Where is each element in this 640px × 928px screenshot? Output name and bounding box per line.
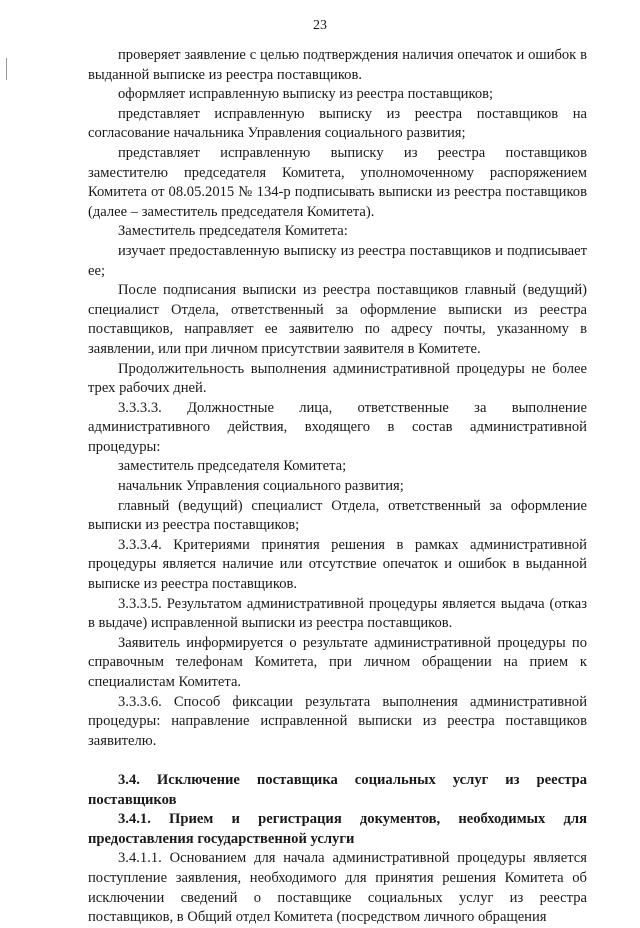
paragraph-deputy-signs: изучает предоставленную выписку из реестра поставщиков и подписывает ее; [88,242,587,279]
paragraph-3-3-3-6: 3.3.3.6. Способ фиксации результата выполнения административной процедуры: направление исправленной выписки из реестра поставщиков заявителю. [88,693,587,749]
scan-margin-mark [6,58,7,80]
page-number: 23 [313,18,327,33]
subsection-heading-3-4-1: 3.4.1. Прием и регистрация документов, необходимых для предоставления государственной услуги [88,811,587,847]
paragraph-check-application: проверяет заявление с целью подтверждения наличия опечаток и ошибок в выданной выписке из реестра поставщиков. [88,47,587,83]
paragraph-duration: Продолжительность выполнения административной процедуры не более трех рабочих дней. [88,360,587,397]
page-body [88,46,587,928]
paragraph-3-4-1-1: 3.4.1.1. Основанием для начала административной процедуры является поступление заявления, необходимого для принятия решения Комитета об исключении сведений о поставщике социальных услуг из реестра поставщиков, в Общий отдел Комитета (посредством личного обращения [88,850,587,926]
paragraph-3-3-3-4: 3.3.3.4. Критериями принятия решения в рамках административной процедуры является наличие или отсутствие опечаток и ошибок в выданной выписке из реестра поставщиков. [88,536,587,593]
paragraph-submit-to-head: представляет исправленную выписку из реестра поставщиков на согласование начальника Управления социального развития; [88,105,587,142]
paragraph-3-3-3-5: 3.3.3.5. Результатом административной процедуры является выдача (отказ в выдаче) исправленной выписки из реестра поставщиков. [88,595,587,632]
paragraph-after-signing: После подписания выписки из реестра поставщиков главный (ведущий) специалист Отдела, ответственный за оформление выписки из реестра поставщиков, направляет ее заявителю по адресу почты, указанному в заявлении, или при личном присутствии заявителя в Комитете. [88,282,587,357]
paragraph-official-head: начальник Управления социального развития; [118,478,404,495]
paragraph-prepare-corrected: оформляет исправленную выписку из реестра поставщиков; [118,86,494,103]
paragraph-applicant-informed: Заявитель информируется о результате административной процедуры по справочным телефонам Комитета, при личном обращении на прием к специалистам Комитета. [88,634,587,690]
paragraph-submit-to-deputy: представляет исправленную выписку из реестра поставщиков заместителю председателя Комитета, уполномоченному распоряжением Комитета от 08.05.2015 № 134-р подписывать выписки из реестра поставщиков (далее – заместитель председателя Комитета). [88,144,587,220]
section-heading-3-4: 3.4. Исключение поставщика социальных услуг из реестра поставщиков [88,771,587,808]
paragraph-3-3-3-3: 3.3.3.3. Должностные лица, ответственные за выполнение административного действия, входящего в состав административной процедуры: [88,399,587,455]
paragraph-official-deputy: заместитель председателя Комитета; [118,458,347,475]
paragraph-official-specialist: главный (ведущий) специалист Отдела, ответственный за оформление выписки из реестра поставщиков; [88,497,587,534]
paragraph-deputy-heading: Заместитель председателя Комитета: [118,223,348,240]
section-spacer [88,751,587,771]
